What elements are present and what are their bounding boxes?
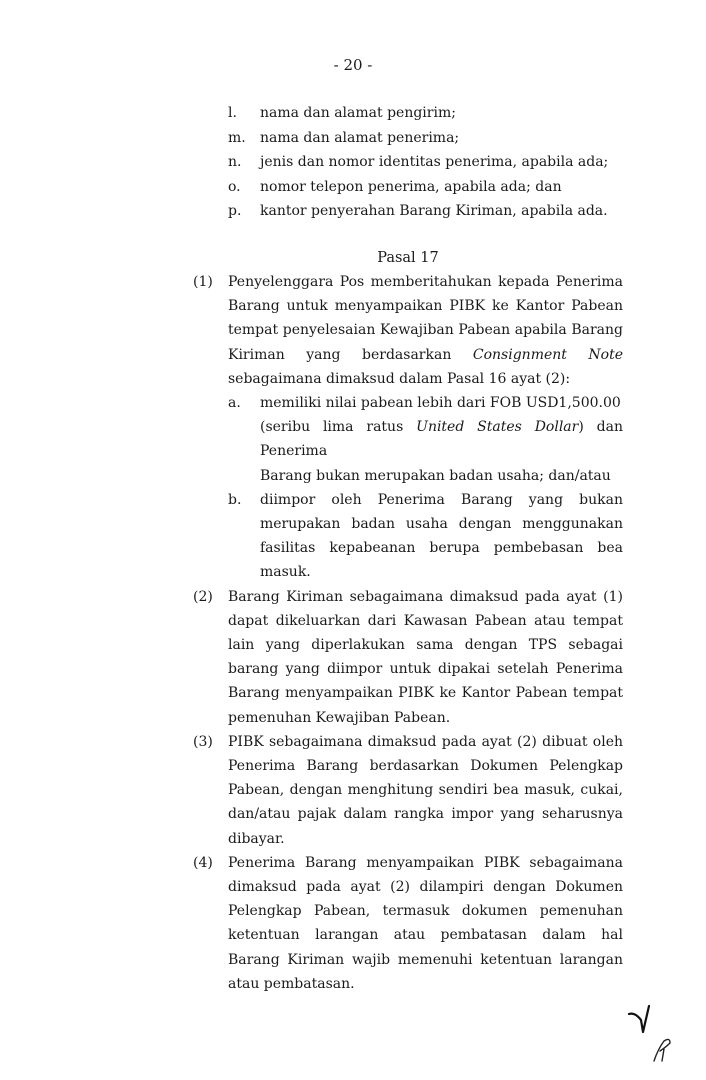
article-body xyxy=(193,270,623,996)
italic-term: United States Dollar xyxy=(416,419,579,436)
list-item-text: nama dan alamat pengirim; xyxy=(260,105,456,121)
paragraph-text: Barang Kiriman sebagaimana dimaksud pada ayat (1) dapat dikeluarkan dari Kawasan Pabean atau tempat lain yang diperlakukan sama dengan TPS sebagai barang yang diimpor untuk dipakai setelah Penerima Barang menyampaikan PIBK ke Kantor Pabean tempat pemenuhan Kewajiban Pabean. xyxy=(228,588,623,726)
paragraph-text: Kiriman yang berdasarkan xyxy=(228,346,452,363)
list-item-text: kantor penyerahan Barang Kiriman, apabila ada. xyxy=(260,203,608,220)
paragraph-line: sebagaimana dimaksud dalam Pasal 16 ayat (2): xyxy=(228,370,571,387)
paragraph-line: Barang bukan merupakan badan usaha; dan/atau xyxy=(260,467,611,484)
sub-item-text: diimpor oleh Penerima Barang yang bukan merupakan badan usaha dengan menggunakan fasilitas kepabeanan berupa pembebasan bea masuk. xyxy=(260,491,623,581)
list-item xyxy=(228,150,628,175)
paragraph-line xyxy=(228,343,623,367)
paragraph-3 xyxy=(193,730,623,851)
article-title: Pasal 17 xyxy=(377,249,439,266)
paragraph-line xyxy=(260,415,623,463)
list-item-label: l. xyxy=(228,105,237,121)
paragraph-text: PIBK sebagaimana dimaksud pada ayat (2) dibuat oleh Penerima Barang berdasarkan Dokumen Pelengkap Pabean, dengan menghitung sendiri bea masuk, cukai, dan/atau pajak dalam rangka impor yang seharusnya dibayar. xyxy=(228,733,623,847)
list-item xyxy=(228,175,628,200)
list-item-text: nomor telepon penerima, apabila ada; dan xyxy=(260,178,562,195)
paragraph-1 xyxy=(193,270,623,585)
paragraph-2 xyxy=(193,585,623,730)
paragraph-line: Penyelenggara Pos memberitahukan kepada Penerima xyxy=(228,273,623,290)
sub-item-a xyxy=(228,391,623,488)
sub-item-label: b. xyxy=(228,491,242,508)
paragraph-number: (1) xyxy=(193,273,213,290)
checkmark-initial-icon xyxy=(625,1000,665,1040)
list-item xyxy=(228,101,628,126)
sub-item-b xyxy=(228,488,623,585)
paragraph-text: (seribu lima ratus xyxy=(260,419,404,436)
paragraph-line: Barang untuk menyampaikan PIBK ke Kantor Pabean xyxy=(228,298,623,315)
paragraph-line: memiliki nilai pabean lebih dari FOB USD1,500.00 xyxy=(260,394,621,411)
list-item-label: p. xyxy=(228,203,242,220)
handwritten-initial-icon xyxy=(650,1035,680,1067)
list-item-label: n. xyxy=(228,154,242,171)
list-item-label: o. xyxy=(228,178,241,195)
list-item-label: m. xyxy=(228,129,246,146)
paragraph-line: tempat penyelesaian Kewajiban Pabean apabila Barang xyxy=(228,322,623,339)
paragraph-number: (4) xyxy=(193,854,213,871)
paragraph-number: (2) xyxy=(193,588,213,605)
paragraph-text: ) dan Penerima xyxy=(260,419,623,460)
recipient-data-list xyxy=(228,101,628,224)
list-item xyxy=(228,126,628,151)
list-item-text: jenis dan nomor identitas penerima, apabila ada; xyxy=(260,154,609,171)
italic-term: Consignment Note xyxy=(472,346,624,363)
page-number: - 20 - xyxy=(333,56,373,74)
list-item xyxy=(228,199,628,224)
list-item-text: nama dan alamat penerima; xyxy=(260,129,460,146)
sub-item-label: a. xyxy=(228,394,241,411)
paragraph-text: Penerima Barang menyampaikan PIBK sebagaimana dimaksud pada ayat (2) dilampiri dengan Dokumen Pelengkap Pabean, termasuk dokumen pemenuhan ketentuan larangan atau pembatasan dalam hal Barang Kiriman wajib memenuhi ketentuan larangan atau pembatasan. xyxy=(228,854,623,992)
paragraph-4 xyxy=(193,851,623,996)
paragraph-number: (3) xyxy=(193,733,213,750)
